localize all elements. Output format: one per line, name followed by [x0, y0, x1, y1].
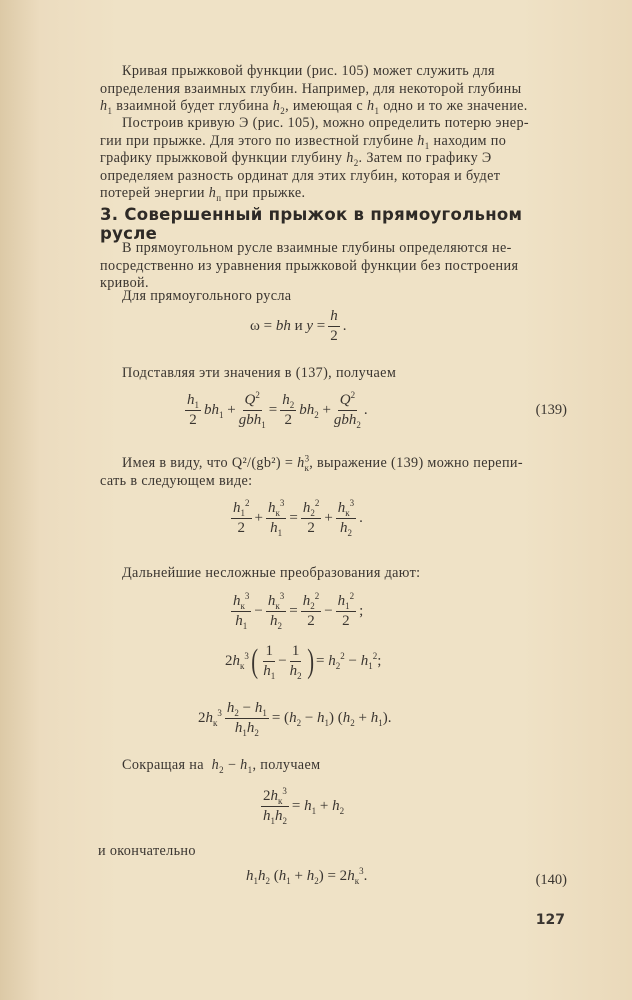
equation-d: $2h_к^3$ $\frac{h_2 - h_1}{h_1h_2}$ = $(h_2 - h_1) (h_2 + h_1)$. — [198, 700, 392, 738]
paragraph-reducing: Сокращая на $h_2 - h_1$, получаем — [122, 757, 321, 775]
paragraph-jump-function-curve: Кривая прыжковой функции (рис. 105) может служить для определения взаимных глубин. Например, для некоторой глубины $h_1$ взаимной будет глубина $h_2$, имеющая с $h_1$ одно и то же значение. — [100, 63, 528, 116]
equation-e: $\frac{2h_к^3}{h_1h_2}$ = $h_1 + h_2$ — [262, 786, 345, 826]
equation-c: $2h_к^3$ ( $\frac{1}{h_1}$ − $\frac{1}{h_2}$ ) = $h_2^2 - h_1^2$; — [225, 642, 382, 681]
paragraph-considering: Имея в виду, что $Q^2/(gb^2) = h^3_к$, выражение (139) можно перепи- сать в следующем виде: — [100, 453, 523, 489]
page-number: 127 — [535, 912, 565, 928]
equation-b: $\frac{h_к^3}{h_1}$ − $\frac{h_к^3}{h_2}$ = $\frac{h_2^2}{2}$ − $\frac{h_1^2}{2}$ ; — [233, 591, 364, 631]
paragraph-rectangular-channel: В прямоугольном русле взаимные глубины определяются не- посредственно из уравнения прыжковой функции без построения кривой. — [100, 240, 519, 291]
equation-140: $h_1h_2$ $(h_1 + h_2) = 2h_к^3$. — [246, 866, 368, 886]
paragraph-for-rectangular: Для прямоугольного русла — [122, 288, 292, 304]
equation-139: $\frac{h_1}{2}$ $bh_1$ + $\frac{Q^2}{gbh_1}$ = $\frac{h_2}{2}$ $bh_2$ + $\frac{Q^2}{gbh_2}$ . — [187, 390, 368, 430]
equation-number-140: (140) — [535, 872, 567, 888]
paragraph-energy-loss: Построив кривую Э (рис. 105), можно определить потерю энер- гии при прыжке. Для этого по известной глубине $h_1$ находим по графику прыжковой функции глубину $h_2$. Затем по графику Э определяем разность ординат для этих глубин, которая и будет потерей энергии $h_п$ при прыжке. — [100, 115, 529, 203]
equation-a: $\frac{h_1^2}{2}$ + $\frac{h_к^3}{h_1}$ = $\frac{h_2^2}{2}$ + $\frac{h_к^3}{h_2}$ . — [233, 498, 363, 538]
paragraph-finally: и окончательно — [98, 843, 196, 859]
paragraph-substituting: Подставляя эти значения в (137), получаем — [122, 365, 397, 381]
equation-number-139: (139) — [535, 402, 567, 418]
paragraph-transformations: Дальнейшие несложные преобразования дают: — [122, 565, 421, 581]
section-heading: 3. Совершенный прыжок в прямоугольном русле — [100, 205, 523, 243]
equation-omega: ω = bh и y = $\frac{h}{2}$ . — [250, 308, 347, 344]
